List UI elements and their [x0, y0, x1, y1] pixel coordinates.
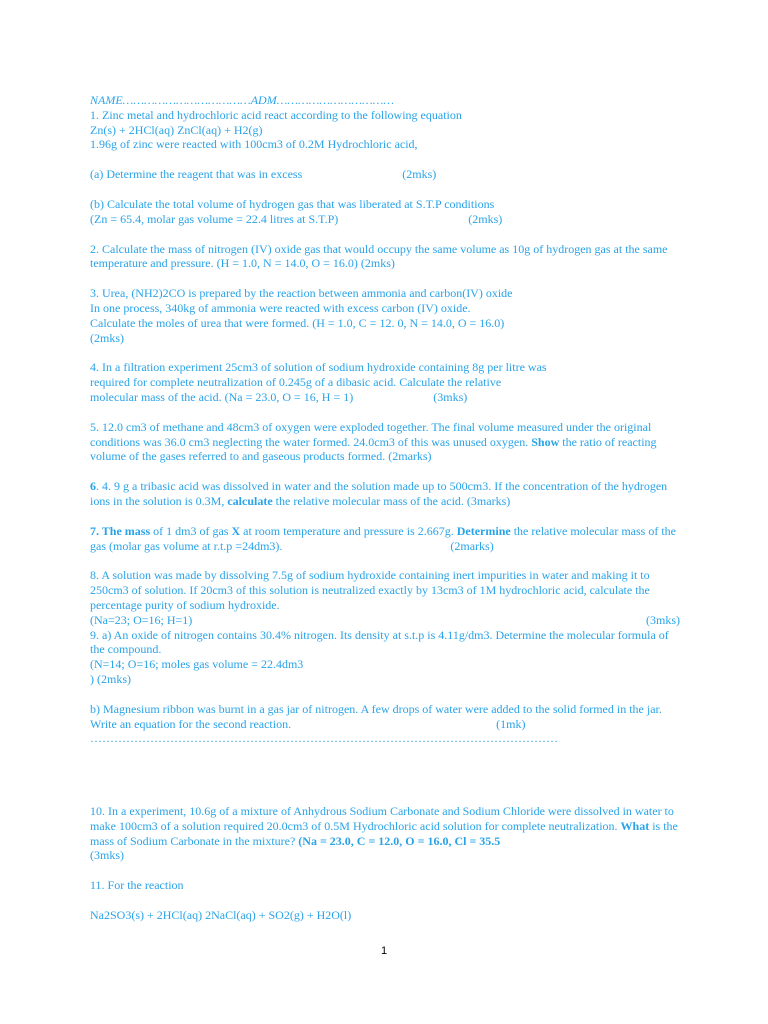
q9a-marks: ) (2mks) — [90, 671, 131, 686]
q1b-data: (Zn = 65.4, molar gas volume = 22.4 litres at S.T.P) (2mks) — [90, 211, 503, 226]
name-adm-line: NAME………………………………ADM…………………………… — [90, 93, 395, 107]
q1-equation: Zn(s) + 2HCl(aq) ZnCl(aq) + H2(g) — [90, 122, 263, 137]
q10-marks: (3mks) — [90, 848, 124, 863]
q1b-line: (b) Calculate the total volume of hydrogen gas that was liberated at S.T.P conditions — [90, 196, 495, 211]
q9a-data: (N=14; O=16; moles gas volume = 22.4dm3 — [90, 657, 304, 672]
q10-text: 10. In a experiment, 10.6g of a mixture of Anhydrous Sodium Carbonate and Sodium Chloride were dissolved in water to make 100cm3 of a solution required 20.0cm3 of 0.5M Hydrochloric acid solution for complete neutralization. What is the mass of Sodium Carbonate in the mixture? (Na = 23.0, C = 12.0, O = 16.0, Cl = 35.5 — [90, 804, 678, 848]
q1-given: 1.96g of zinc were reacted with 100cm3 of 0.2M Hydrochloric acid, — [90, 137, 418, 152]
q5-text: 5. 12.0 cm3 of methane and 48cm3 of oxygen were exploded together. The final volume measured under the original conditions was 36.0 cm3 neglecting the water formed. 24.0cm3 of this was unused oxygen. Show the ratio of reacting volume of the gases referred to and gaseous products formed. (2marks) — [90, 419, 657, 464]
q4-line3: molecular mass of the acid. (Na = 23.0, O = 16, H = 1) (3mks) — [90, 389, 468, 404]
q8-data-line: (Na=23; O=16; H=1) (3mks) — [90, 612, 680, 627]
q1a-line: (a) Determine the reagent that was in excess (2mks) — [90, 167, 437, 182]
page-number: 1 — [380, 945, 388, 957]
q1-intro: 1. Zinc metal and hydrochloric acid react according to the following equation — [90, 107, 462, 122]
q9a-text: 9. a) An oxide of nitrogen contains 30.4% nitrogen. Its density at s.t.p is 4.11g/dm3. Determine the molecular formula of the compound. — [90, 627, 669, 657]
q9b-text: b) Magnesium ribbon was burnt in a gas jar of nitrogen. A few drops of water were added to the solid formed in the jar. Write an equation for the second reaction. (1mk) — [90, 701, 662, 731]
q3-line2: In one process, 340kg of ammonia were reacted with excess carbon (IV) oxide. — [90, 300, 471, 315]
q6-text: 6. 4. 9 g a tribasic acid was dissolved in water and the solution made up to 500cm3. If the concentration of the hydrogen ions in the solution is 0.3M, calculate the relative molecular mass of the acid. (3marks) — [90, 479, 668, 508]
q2-text: 2. Calculate the mass of nitrogen (IV) oxide gas that would occupy the same volume as 10g of hydrogen gas at the same temperature and pressure. (H = 1.0, N = 14.0, O = 16.0) (2mks) — [90, 241, 668, 271]
q3-line4: (2mks) — [90, 330, 124, 345]
q4-line1: 4. In a filtration experiment 25cm3 of solution of sodium hydroxide containing 8g per litre was — [90, 360, 547, 375]
document-body — [90, 93, 680, 923]
q7-text: 7. The mass of 1 dm3 of gas X at room temperature and pressure is 2.667g. Determine the relative molecular mass of the gas (molar gas volume at r.t.p =24dm3). (2marks) — [90, 523, 676, 553]
q11-equation: Na2SO3(s) + 2HCl(aq) 2NaCl(aq) + SO2(g) + H2O(l) — [90, 908, 352, 923]
q4-line2: required for complete neutralization of 0.245g of a dibasic acid. Calculate the relative — [90, 375, 502, 390]
q3-line3: Calculate the moles of urea that were formed. (H = 1.0, C = 12. 0, N = 14.0, O = 16.0) — [90, 315, 505, 330]
q11-intro: 11. For the reaction — [90, 878, 184, 893]
q3-line1: 3. Urea, (NH2)2CO is prepared by the reaction between ammonia and carbon(IV) oxide — [90, 286, 513, 301]
q8-text: 8. A solution was made by dissolving 7.5g of sodium hydroxide containing inert impurities in water and making it to 250cm3 of solution. If 20cm3 of this solution is neutralized exactly by 13cm3 of 1M hydrochloric acid, calculate the percentage purity of sodium hydroxide. — [90, 568, 650, 612]
q9b-answer-line: ……………………………………………………………………………………………………… — [90, 731, 558, 746]
